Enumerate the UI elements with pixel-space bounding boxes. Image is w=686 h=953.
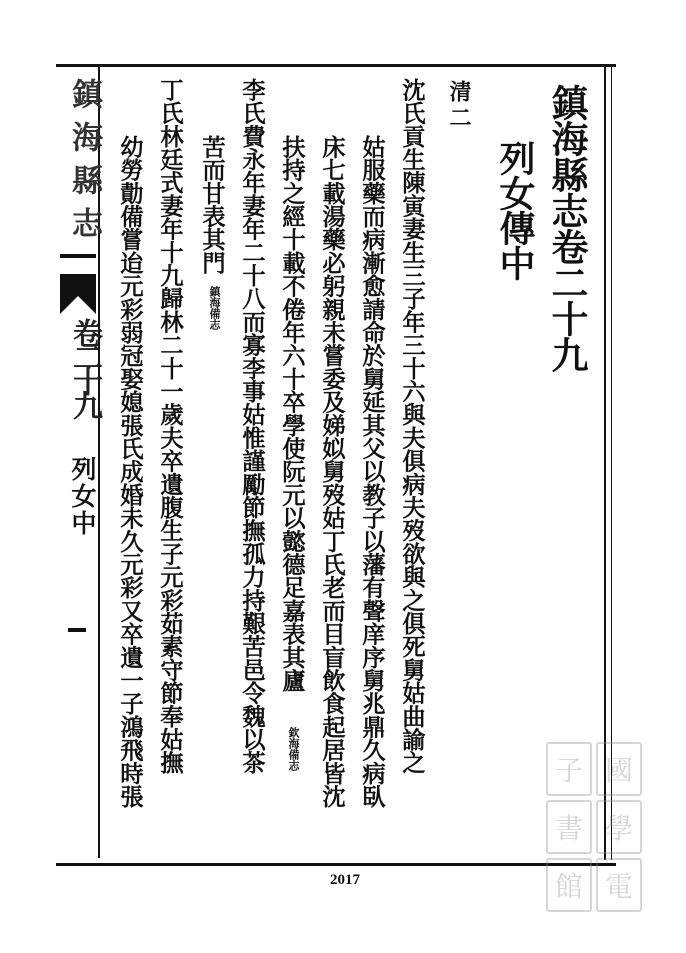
seal-glyph: 書 [546, 800, 592, 854]
spine-section: 列女中 [68, 456, 97, 537]
text-column-3: 床七載湯藥必躬親未嘗委及娣姒舅歿姑丁氏老而目盲飲食起居皆沈 [318, 135, 345, 808]
text-column-2: 姑服藥而病漸愈請命於舅延其父以教子以藩有聲庠序舅兆鼎久病臥 [358, 135, 385, 808]
page-frame-right-rule [604, 64, 612, 860]
section-title: 列女傳中 [494, 140, 536, 280]
seal-glyph: 子 [546, 742, 592, 796]
dynasty-heading: 清二 [446, 80, 472, 132]
text-column-7: 丁氏林廷式妻年十九歸林二十一歲夫卒遺腹生子元彩茹素守節奉姑撫 [156, 78, 183, 774]
library-seal-watermark [546, 742, 642, 912]
seal-glyph: 國 [596, 742, 642, 796]
text-column-1: 沈氏貢生陳寅妻生三子年三十六與夫俱病夫歿欲與之俱死舅姑曲諭之 [398, 78, 425, 774]
text-column-8: 幼勞勣備嘗迨元彩弱冠娶媳張氏成婚未久元彩又卒遺一子鴻飛時張 [116, 135, 143, 808]
folio-mark [68, 628, 86, 632]
note-column-6: 鎮海備志 [208, 286, 221, 330]
fishtail-top-bar [60, 254, 96, 258]
book-title: 鎮海縣志卷二十九 [545, 84, 589, 372]
page-number: 2017 [330, 872, 360, 888]
text-column-5: 李氏費永年妻年二十八而寡李事姑惟謹勵節撫孤力持艱苦邑令魏以茶 [238, 78, 265, 774]
text-column-6: 苦而甘表其門 [198, 135, 225, 275]
spine-volume: 卷二十九 [67, 318, 102, 414]
spine-book-title: 鎮海縣志 [66, 78, 102, 250]
seal-glyph: 學 [596, 800, 642, 854]
seal-glyph: 電 [596, 858, 642, 912]
seal-glyph: 館 [546, 858, 592, 912]
note-column-4: 欽海備志 [287, 727, 300, 771]
text-column-4: 扶持之經十載不倦年六十卒學使阮元以懿德足嘉表其廬 [278, 135, 305, 692]
